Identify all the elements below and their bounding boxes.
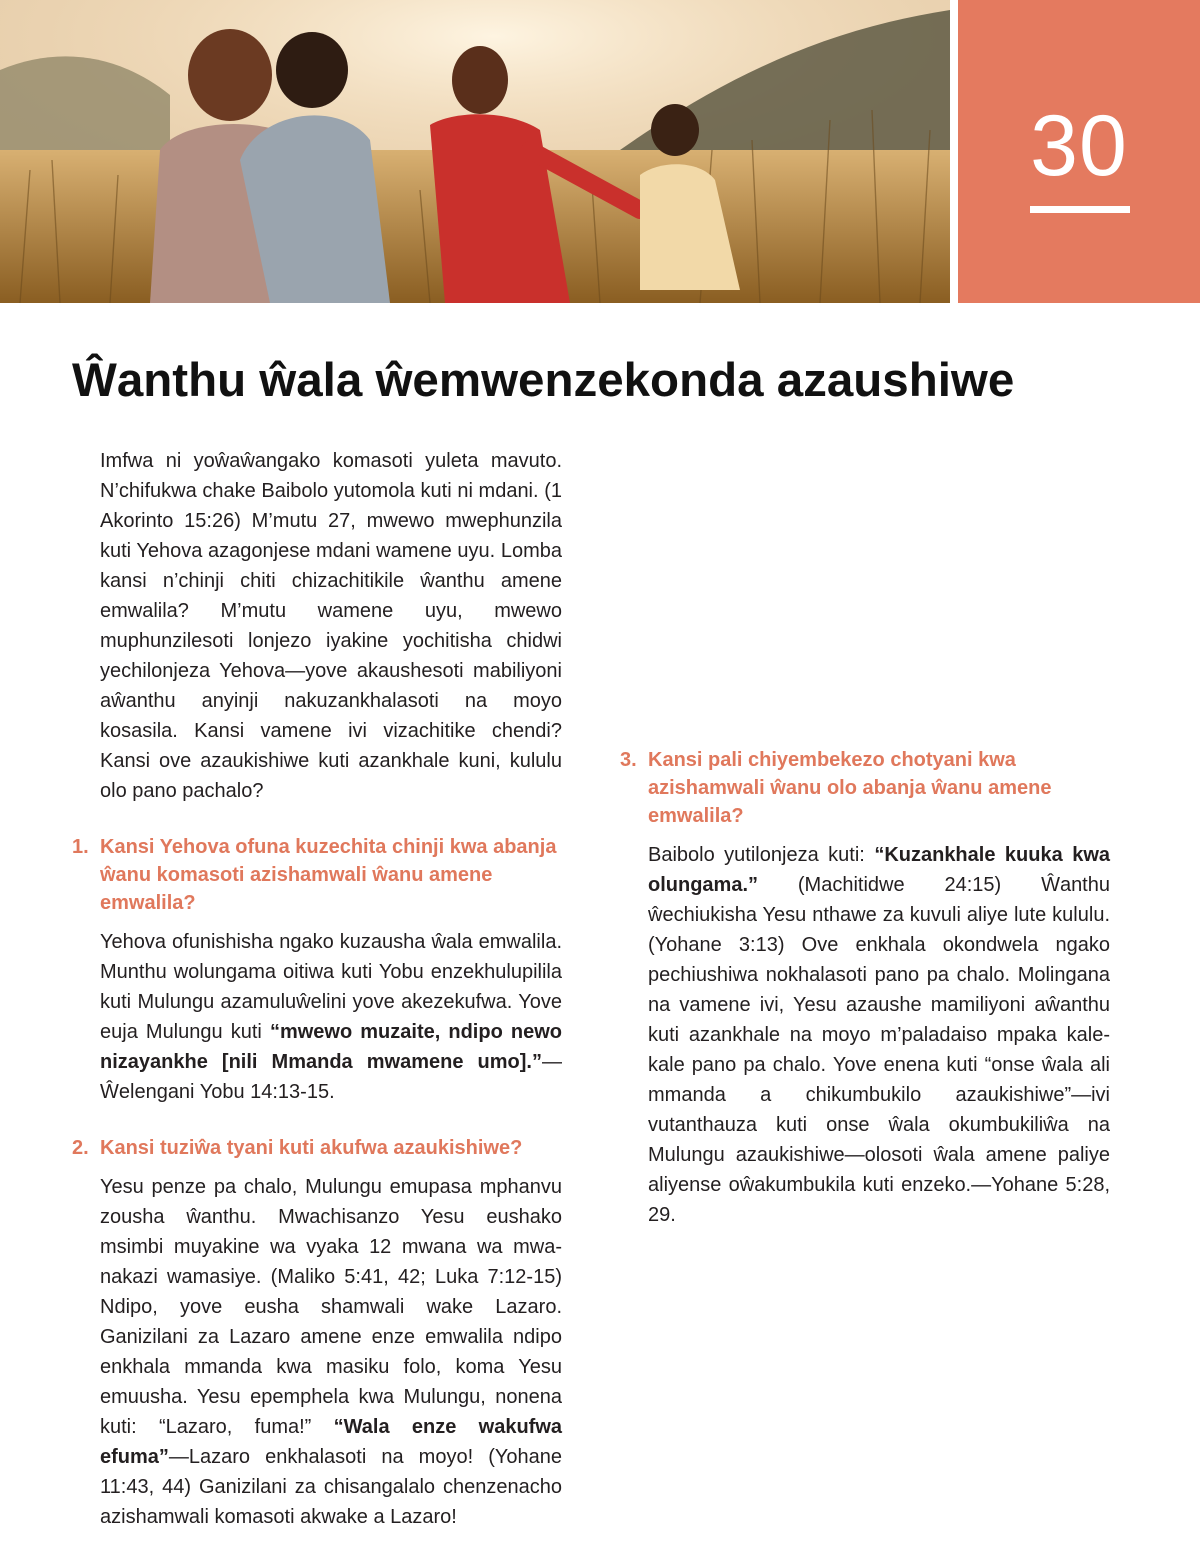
answer-3-quote: “Kuzankhale kuuka kwa olungama.” — [648, 844, 1110, 896]
answer-1-paragraph — [72, 927, 562, 1107]
page-title: Ŵanthu ŵala ŵemwenzekonda azaushiwe — [72, 354, 1015, 407]
answer-3-paragraph — [620, 840, 1110, 1230]
question-3-text: Kansi pali chiyembekezo chotyani kwa azishamwali ŵanu olo abanja ŵanu amene emwalila? — [648, 749, 1052, 827]
question-1-text: Kansi Yehova ofuna kuzechita chinji kwa abanja ŵanu komasoti azishamwali ŵanu amene emwalila? — [100, 836, 557, 914]
family-in-field-photo — [0, 0, 950, 303]
answer-2-text: Yesu penze pa chalo, Mulungu emupasa mphanvu zousha ŵanthu. Mwachisanzo Yesu eushako msimbi muyakine wa vyaka 12 mwana wa mwanakazi wamasiye. (Maliko 5:41, 42; Luka 7:12-15) Ndipo, yove eusha shamwali wake Lazaro. Ganizilani za Lazaro amene enze emwalila ndipo enkhala mmanda kwa masiku folo, koma Yesu emuusha. Yesu epemphela kwa Mulungu, nonena kuti: “Lazaro, fuma!” — [100, 1176, 562, 1438]
lesson-number-underline — [1030, 206, 1130, 213]
answer-2-paragraph — [72, 1172, 562, 1532]
answer-3-text: Baibolo yutilonjeza kuti: — [648, 844, 875, 866]
question-3-number: 3. — [620, 749, 637, 771]
answer-1-text: Yehova ofunishisha ngako kuzausha ŵala emwalila. Munthu wolungama oitiwa kuti Yobu enzekhulupilila kuti Mulungu azamuluŵelini yove akezekufwa. Yove euja Mulungu kuti — [100, 931, 562, 1043]
question-1 — [72, 833, 562, 917]
answer-3-reference: (Machitidwe 24:15) Ŵanthu ŵechiukisha Yesu nthawe za kuvuli aliye lute kululu. (Yohane 3:13) Ove enkhala okondwela ngako pechiushiwa nokhalasoti pano pa chalo. Molingana na vamene ivi, Yesu azaushe mamiliyoni aŵanthu kuti azankhale na moyo m’paladaiso mpaka kale-kale pano pa chalo. Yove enena kuti “onse ŵala ali mmanda a chikumbukilo azaukishiwe”—ivi vutanthauza kuti onse ŵala okumbukiliŵa na Mulungu azaukishiwe—olosoti ŵala amene paliye aliyense oŵakumbukila kuti enzeko.—Yohane 5:28, 29. — [648, 874, 1110, 1226]
lesson-number: 30 — [1030, 98, 1128, 194]
lesson-number-box — [958, 0, 1200, 303]
answer-2-reference: —Lazaro enkhalasoti na moyo! (Yohane 11:43, 44) Ganizilani za chisangalalo chenzenacho azishamwali komasoti akwake a Lazaro! — [100, 1446, 562, 1528]
question-2-text: Kansi tuziŵa tyani kuti akufwa azaukishiwe? — [100, 1137, 523, 1159]
left-column — [72, 446, 562, 1532]
answer-2-quote: “Wala enze wakufwa efuma” — [100, 1416, 563, 1468]
intro-paragraph: Imfwa ni yoŵaŵangako komasoti yuleta mavuto. N’chifukwa chake Baibolo yutomola kuti ni mdani. (1 Akorinto 15:26) M’mutu 27, mwewo mwephunzila kuti Yehova azagonjese mdani wamene uyu. Lomba kansi n’chinji chiti chizachitikile ŵanthu amene emwalila? M’mutu wamene uyu, mwewo muphunzilesoti lonjezo iyakine yochitisha chidwi yechilonjeza Yehova—yove akaushesoti mabiliyoni aŵanthu anyinji nakuzankhalasoti na moyo kosasila. Kansi vamene ivi vizachitike chendi? Kansi ove azaukishiwe kuti azankhale kuni, kululu olo pano pachalo? — [100, 450, 562, 802]
question-1-number: 1. — [72, 836, 89, 858]
right-column — [620, 446, 1110, 1230]
question-3 — [620, 746, 1110, 830]
answer-1-reference: —Ŵelengani Yobu 14:13-15. — [100, 1051, 562, 1103]
answer-1-quote: “mwewo muzaite, ndipo newo nizayankhe [nili Mmanda mwamene umo].” — [100, 1021, 563, 1073]
question-2-number: 2. — [72, 1137, 89, 1159]
hero-photo — [0, 0, 950, 303]
question-2 — [72, 1134, 562, 1162]
